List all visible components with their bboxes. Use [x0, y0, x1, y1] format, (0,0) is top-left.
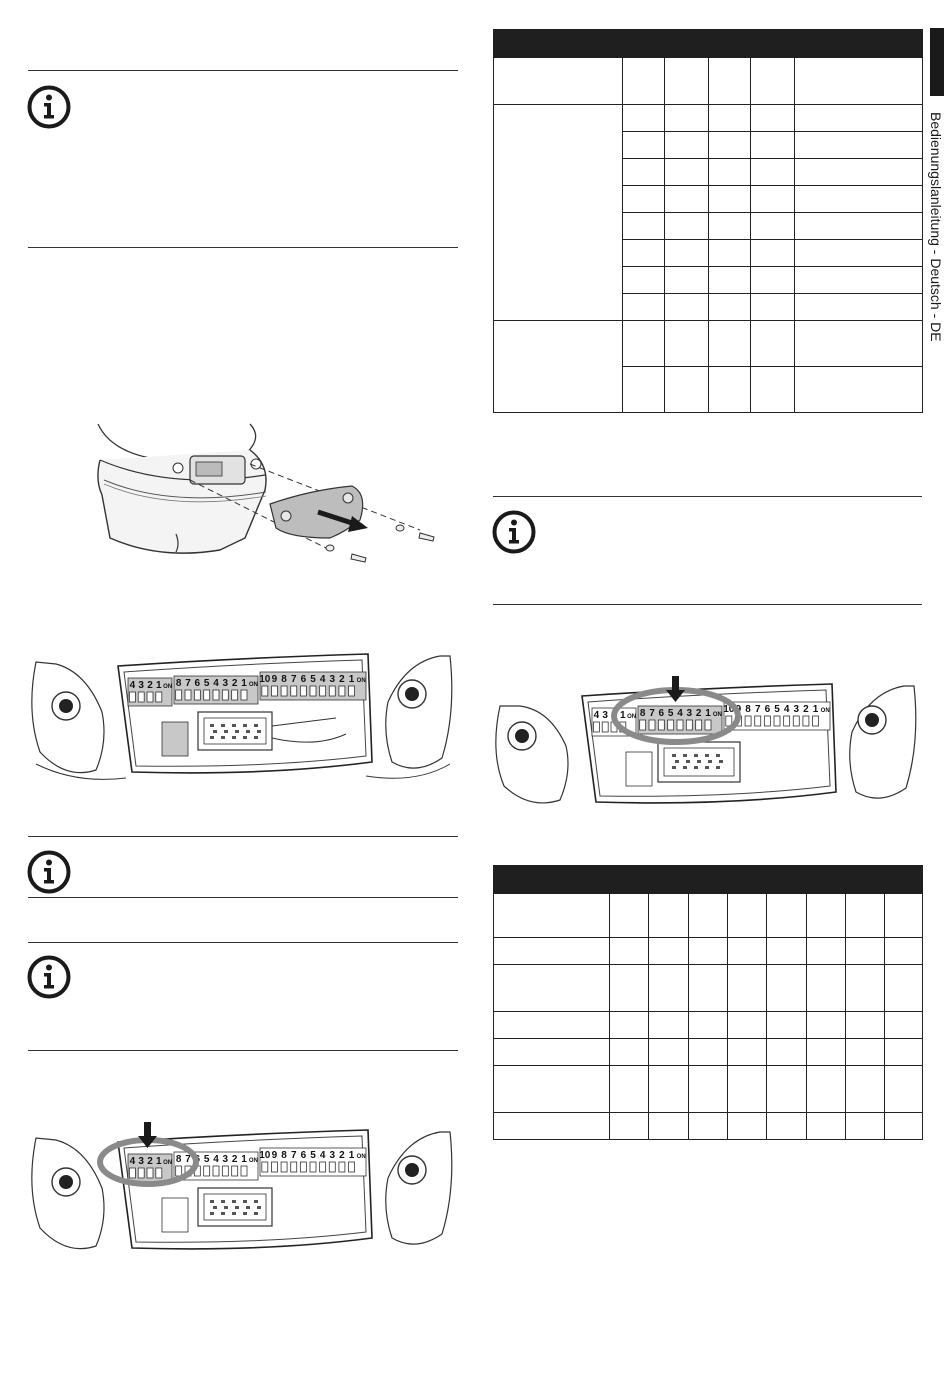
- dip-switch-lever: [774, 716, 780, 726]
- dip-label: 3: [329, 674, 336, 685]
- dip-switch-lever: [129, 1168, 135, 1178]
- connector-pin: [254, 1200, 258, 1203]
- connector-pin: [716, 766, 720, 769]
- dip-label: 2: [803, 704, 809, 715]
- connector-pin: [221, 1212, 225, 1215]
- connector-pin: [213, 1206, 217, 1209]
- dip-label: 1: [348, 674, 355, 685]
- connector-pin: [224, 730, 228, 733]
- dip-switch-lever: [241, 1166, 247, 1176]
- connector-pin: [246, 1206, 250, 1209]
- table-row: [494, 965, 923, 1012]
- dip-label: 2: [147, 1156, 153, 1167]
- connector-pin: [254, 724, 258, 727]
- dip-label: ON: [820, 708, 830, 714]
- dip-switch-lever: [213, 1166, 219, 1176]
- connector-pin: [257, 1206, 261, 1209]
- divider: [28, 836, 458, 837]
- dip-switch-lever: [745, 716, 751, 726]
- dip-label: 7: [185, 678, 191, 689]
- dip-label: 6: [764, 704, 771, 715]
- dip-switch-lever: [696, 720, 702, 730]
- dip-label: 3: [138, 680, 144, 691]
- dip-switch-diagram: [36, 652, 450, 784]
- dip-switch-lever: [185, 690, 191, 700]
- dip-label: 4: [319, 1150, 326, 1161]
- dip-switch-lever: [705, 720, 711, 730]
- connector-pin: [697, 760, 701, 763]
- connector-pin: [243, 736, 247, 739]
- connector-pin: [210, 1200, 214, 1203]
- connector-pin: [257, 730, 261, 733]
- dip-switch-lever: [677, 720, 683, 730]
- connector-pin: [243, 1200, 247, 1203]
- connector-pin: [672, 766, 676, 769]
- dip-label: 9: [271, 674, 278, 685]
- dip-switch-lever: [813, 716, 819, 726]
- connector-pin: [254, 736, 258, 739]
- dip-label: 6: [300, 674, 307, 685]
- dip-label: 8: [745, 704, 751, 715]
- connector-pin: [224, 1206, 228, 1209]
- dip-switch-lever: [271, 686, 277, 696]
- side-language-label: Bedienungslanleitung - Deutsch - DE: [928, 112, 944, 342]
- dip-label: 8: [281, 1150, 287, 1161]
- dip-switch-lever: [262, 1162, 268, 1172]
- connector-pin: [221, 724, 225, 727]
- dip-label: 7: [185, 1154, 191, 1165]
- dip-switch-lever: [176, 1166, 182, 1176]
- connector-pin: [232, 1200, 236, 1203]
- connector-pin: [232, 1212, 236, 1215]
- connector-pin: [705, 754, 709, 757]
- dip-switch-lever: [300, 686, 306, 696]
- connector-pin: [716, 754, 720, 757]
- info-icon: [491, 509, 537, 555]
- dip-label: 2: [339, 674, 345, 685]
- dip-switch-lever: [232, 690, 238, 700]
- cover-removal-illustration: [90, 420, 450, 570]
- table-row: [494, 105, 923, 132]
- dip-label: 4: [213, 1154, 219, 1165]
- dip-label: 7: [290, 1150, 297, 1161]
- dip-switch-lever: [329, 1162, 335, 1172]
- dip-switch-lever: [129, 692, 135, 702]
- dip-switch-lever: [329, 686, 335, 696]
- dip-label: 10: [259, 674, 271, 685]
- dip-switch-lever: [793, 716, 799, 726]
- dip-label: 5: [203, 678, 210, 689]
- dip-label: 3: [138, 1156, 144, 1167]
- connector-pin: [210, 724, 214, 727]
- dip-switch-lever: [640, 720, 646, 730]
- dip-label: 6: [300, 1150, 307, 1161]
- table-row: [494, 1113, 923, 1140]
- connector-pin: [210, 1212, 214, 1215]
- connector-pin: [708, 760, 712, 763]
- connector-pin: [232, 724, 236, 727]
- dip-switch-lever: [291, 1162, 297, 1172]
- dip-label: ON: [356, 678, 366, 684]
- dip-label: 2: [231, 678, 238, 689]
- dip-label: 2: [231, 1154, 238, 1165]
- dip-label: 4: [783, 704, 790, 715]
- dip-switch-diagram-highlight-b: [500, 680, 914, 814]
- dip-switch-lever: [262, 686, 268, 696]
- dip-label: 9: [271, 1150, 278, 1161]
- connector-pin: [675, 760, 679, 763]
- dip-label: 1: [156, 1156, 162, 1167]
- dip-switch-lever: [138, 692, 144, 702]
- dip-switch-lever: [668, 720, 674, 730]
- dip-label: 2: [147, 680, 153, 691]
- connector-pin: [221, 1200, 225, 1203]
- dip-label: ON: [248, 682, 258, 688]
- dip-switch-lever: [241, 690, 247, 700]
- dip-label: 4: [319, 674, 326, 685]
- table-row: [494, 58, 923, 105]
- dip-switch-lever: [156, 692, 162, 702]
- connector-pin: [683, 754, 687, 757]
- info-icon: [26, 84, 72, 130]
- dip-settings-table-2: [493, 865, 923, 1140]
- dip-switch-lever: [222, 1166, 228, 1176]
- dip-label: 7: [754, 704, 761, 715]
- dip-label: 3: [793, 704, 800, 715]
- dip-label: 5: [774, 704, 780, 715]
- dip-switch-lever: [686, 720, 692, 730]
- dip-label: ON: [627, 714, 637, 720]
- table-row: [494, 1039, 923, 1066]
- table-row: [494, 1012, 923, 1039]
- dip-switch-lever: [349, 1162, 355, 1172]
- dip-switch-lever: [281, 686, 287, 696]
- divider: [28, 942, 458, 943]
- connector-pin: [235, 730, 239, 733]
- dip-label: ON: [356, 1154, 366, 1160]
- connector-pin: [672, 754, 676, 757]
- dip-label: 5: [667, 708, 674, 719]
- dip-label: 6: [658, 708, 665, 719]
- dip-label: 5: [310, 674, 316, 685]
- dip-label: ON: [712, 712, 722, 718]
- dip-label: 3: [329, 1150, 336, 1161]
- dip-label: 4: [129, 680, 136, 691]
- divider: [28, 70, 458, 71]
- dip-switch-lever: [349, 686, 355, 696]
- dip-label: 8: [175, 1154, 182, 1165]
- dip-switch-lever: [204, 690, 210, 700]
- table-row: [494, 321, 923, 367]
- info-icon: [26, 849, 72, 895]
- info-icon: [26, 954, 72, 1000]
- dip-switch-lever: [339, 686, 345, 696]
- dip-switch-lever: [291, 686, 297, 696]
- dip-switch-lever: [658, 720, 664, 730]
- dip-label: 1: [705, 708, 711, 719]
- dip-label: 1: [156, 680, 162, 691]
- dip-label: 1: [241, 1154, 247, 1165]
- dip-label: 4: [593, 710, 600, 721]
- dip-switch-diagram-highlight-a: [36, 1126, 450, 1260]
- dip-switch-lever: [593, 722, 599, 732]
- connector-pin: [235, 1206, 239, 1209]
- connector-pin: [232, 736, 236, 739]
- dip-switch-lever: [764, 716, 770, 726]
- table-row: [494, 1066, 923, 1113]
- dip-switch-lever: [232, 1166, 238, 1176]
- dip-switch-lever: [310, 1162, 316, 1172]
- connector-pin: [243, 724, 247, 727]
- dip-switch-lever: [320, 686, 326, 696]
- dip-label: ON: [248, 1158, 258, 1164]
- dip-switch-lever: [755, 716, 761, 726]
- dip-label: 4: [677, 708, 683, 719]
- dip-switch-lever: [222, 690, 228, 700]
- dip-label: 2: [611, 710, 617, 721]
- dip-label: 8: [639, 708, 646, 719]
- dip-label: 3: [222, 1154, 229, 1165]
- connector-pin: [246, 730, 250, 733]
- divider: [28, 897, 458, 898]
- dip-label: 2: [339, 1150, 345, 1161]
- dip-label: 1: [620, 710, 626, 721]
- dip-switch-lever: [194, 690, 200, 700]
- dip-switch-lever: [213, 690, 219, 700]
- table-header-row: [494, 866, 923, 894]
- connector-pin: [719, 760, 723, 763]
- dip-label: 10: [723, 704, 735, 715]
- dip-label: 10: [259, 1150, 271, 1161]
- dip-label: 3: [222, 678, 229, 689]
- dip-label: 5: [310, 1150, 316, 1161]
- table-row: [494, 894, 923, 938]
- connector-pin: [694, 766, 698, 769]
- connector-pin: [694, 754, 698, 757]
- dip-label: 8: [281, 674, 287, 685]
- dip-switch-lever: [147, 692, 153, 702]
- connector-pin: [254, 1212, 258, 1215]
- dip-switch-lever: [649, 720, 655, 730]
- connector-pin: [243, 1212, 247, 1215]
- dip-label: 7: [649, 708, 655, 719]
- connector-pin: [705, 766, 709, 769]
- dip-switch-lever: [156, 1168, 162, 1178]
- dip-label: 1: [812, 704, 819, 715]
- dip-switch-lever: [176, 690, 182, 700]
- dip-switch-lever: [281, 1162, 287, 1172]
- dip-label: 1: [348, 1150, 355, 1161]
- connector-pin: [686, 760, 690, 763]
- dip-switch-lever: [784, 716, 790, 726]
- dip-label: 8: [175, 678, 182, 689]
- dip-label: 4: [213, 678, 219, 689]
- connector-pin: [221, 736, 225, 739]
- connector-pin: [210, 736, 214, 739]
- dip-label: 1: [241, 678, 247, 689]
- divider: [28, 1050, 458, 1051]
- dip-switch-lever: [271, 1162, 277, 1172]
- dip-switch-lever: [803, 716, 809, 726]
- dip-switch-lever: [300, 1162, 306, 1172]
- dip-switch-lever: [339, 1162, 345, 1172]
- dip-switch-lever: [602, 722, 608, 732]
- dip-label: 7: [290, 674, 297, 685]
- divider: [28, 247, 458, 248]
- dip-switch-lever: [204, 1166, 210, 1176]
- dip-label: ON: [163, 1160, 173, 1166]
- section-tab-marker: [930, 28, 944, 96]
- dip-label: 6: [194, 1154, 201, 1165]
- dip-switch-lever: [138, 1168, 144, 1178]
- dip-switch-lever: [147, 1168, 153, 1178]
- dip-label: 5: [203, 1154, 210, 1165]
- table-row: [494, 938, 923, 965]
- dip-label: 2: [695, 708, 702, 719]
- divider: [493, 496, 922, 497]
- dip-settings-table-1: [493, 29, 923, 413]
- connector-pin: [213, 730, 217, 733]
- dip-label: 6: [194, 678, 201, 689]
- table-header-row: [494, 30, 923, 58]
- dip-label: 3: [602, 710, 608, 721]
- dip-label: 3: [686, 708, 693, 719]
- dip-label: 9: [735, 704, 742, 715]
- connector-pin: [683, 766, 687, 769]
- divider: [493, 604, 922, 605]
- dip-label: 4: [129, 1156, 136, 1167]
- dip-label: ON: [163, 684, 173, 690]
- dip-switch-lever: [310, 686, 316, 696]
- dip-switch-lever: [320, 1162, 326, 1172]
